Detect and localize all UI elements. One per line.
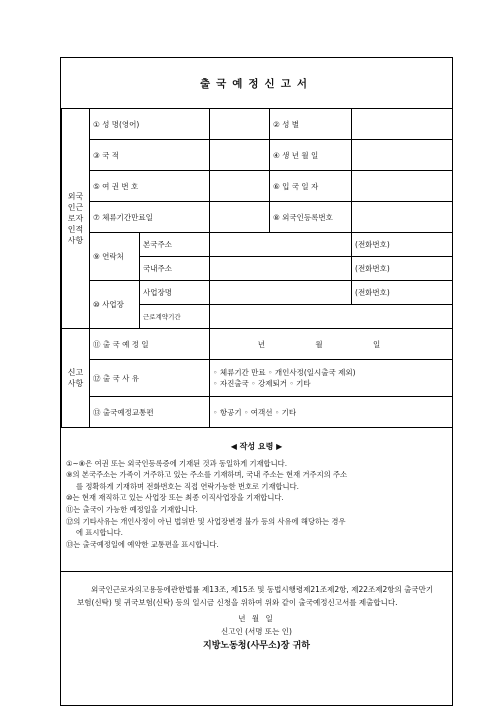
signer-line[interactable]: 신고인 (서명 또는 인) [221,627,292,636]
guide-line: ①~⑧은 여권 또는 외국인등록증에 기재된 것과 동일하게 기재합니다. [66,458,288,468]
passport-label: ⑤ 여 권 번 호 [90,171,210,202]
form-table [61,108,453,428]
form-title: 출국예정신고서 [199,78,313,90]
addressee: 지방노동청(사무소)장 귀하 [203,641,310,651]
domestic-address-label: 국내주소 [140,257,210,281]
declaration-statement: 외국인근로자의고용등에관한법률 제13조, 제15조 및 동법시행령제21조제2항, 제22조제2항의 출국만기보험(신탁) 및 귀국보험(신탁) 등의 일시금 신청을 위하여 위와 같이 출국예정신고서를 제출합니다. [77,585,434,607]
guide-line: ⑨의 본국주소는 가족이 거주하고 있는 주소를 기재하며, 국내 주소는 현재 거주지의 주소 [66,470,348,480]
guide-line: 에 표시합니다. [76,528,123,538]
reason-options[interactable] [210,360,453,397]
birth-value[interactable] [352,140,453,171]
reason-label: ⑫ 출 국 사 유 [90,360,210,397]
work-period-value[interactable] [210,305,453,329]
depart-date-label: ⑪ 출 국 예 정 일 [90,329,210,360]
nationality-value[interactable] [210,140,270,171]
home-tel-label: (전화번호) [352,233,453,257]
sex-label: ② 성 별 [270,109,352,140]
home-address-value[interactable] [210,233,352,257]
guide-line: ⑬는 출국예정일에 예약한 교통편을 표시합니다. [66,539,219,549]
alien-reg-label: ⑧ 외국인등록번호 [270,202,352,233]
guide-line: ⑪는 출국이 가능한 예정일을 기재합니다. [66,504,198,514]
section-report-label: 신고 사항 [62,329,90,428]
transport-options[interactable]: ◦ 항공기 ◦ 여객선 ◦ 기타 [210,397,453,428]
name-label: ① 성 명(영어) [90,109,210,140]
report-form [60,57,453,706]
alien-reg-value[interactable] [352,202,453,233]
guide-line: 를 정확하게 기재하며 전화번호는 직접 연락가능한 번호로 기재합니다. [76,481,299,491]
contact-label: ⑨ 연락처 [90,233,140,281]
company-tel-label: (전화번호) [352,281,453,305]
stay-expiry-value[interactable] [210,202,270,233]
home-address-label: 본국주소 [140,233,210,257]
birth-label: ④ 생 년 월 일 [270,140,352,171]
company-name-value[interactable] [210,281,352,305]
entry-date-value[interactable] [352,171,453,202]
declaration-date[interactable]: 년 월 일 [238,614,275,623]
divider [61,571,452,572]
transport-label: ⑬ 출국예정교통편 [90,397,210,428]
nationality-label: ③ 국 적 [90,140,210,171]
declaration [61,583,452,653]
name-value[interactable] [210,109,270,140]
section-foreigner-label: 외국 인근 로자 인적 사항 [62,109,90,329]
reason-options-line2[interactable]: ◦ 자진출국 ◦ 강제퇴거 ◦ 기타 [213,379,311,388]
sex-value[interactable] [352,109,453,140]
stay-expiry-label: ⑦ 체류기간만료일 [90,202,210,233]
company-name-label: 사업장명 [140,281,210,305]
workplace-label: ⑩ 사업장 [90,281,140,329]
work-period-label: 근로계약기간 [140,305,210,329]
domestic-tel-label: (전화번호) [352,257,453,281]
entry-date-label: ⑥ 입 국 일 자 [270,171,352,202]
depart-date-value[interactable]: 년 월 일 [210,329,453,360]
guide-line: ⑩는 현재 재직하고 있는 사업장 또는 최종 이직사업장을 기재합니다. [66,493,284,503]
writing-guide [66,441,447,550]
guide-line: ⑫의 기타사유는 개인사정이 아닌 법위반 및 사업장변경 불가 등의 사유에 해당하는 경우 [66,516,346,526]
domestic-address-value[interactable] [210,257,352,281]
guide-heading: ◀ 작성 요령 ▶ [230,442,283,451]
passport-value[interactable] [210,171,270,202]
reason-options-line1[interactable]: ◦ 체류기간 만료 ◦ 개인사정(일시출국 제외) [213,368,356,377]
